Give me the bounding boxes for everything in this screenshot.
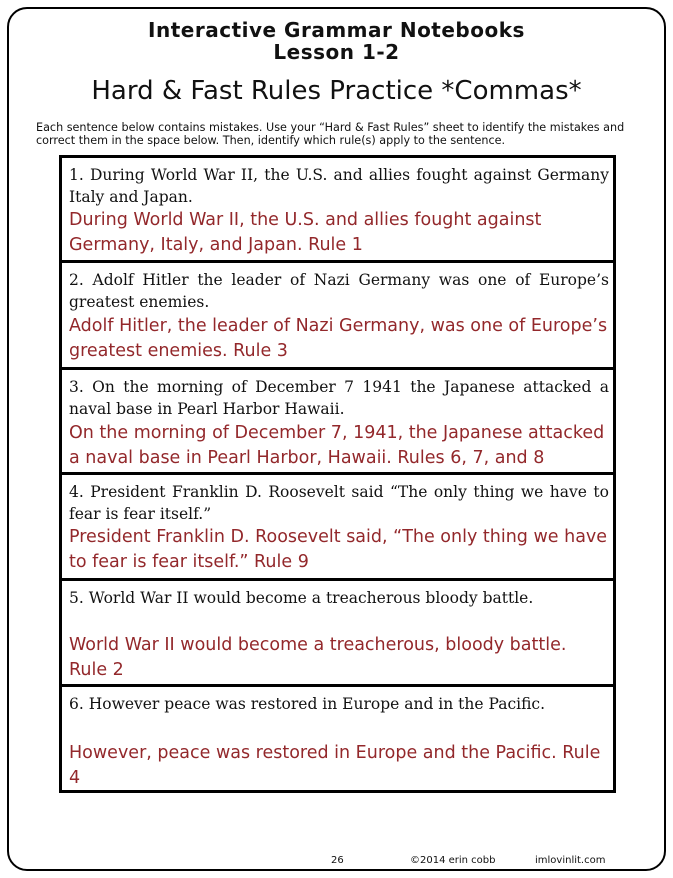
answer-5: World War II would become a treacherous, bloody battle. Rule 2 bbox=[69, 635, 567, 680]
copyright: ©2014 erin cobb bbox=[410, 855, 496, 866]
answer-6: However, peace was restored in Europe and the Pacific. Rule 4 bbox=[69, 743, 601, 788]
exercise-table bbox=[59, 155, 616, 793]
answer-3: On the morning of December 7, 1941, the Japanese attacked a naval base in Pearl Harbor, Hawaii. Rules 6, 7, and 8 bbox=[69, 423, 605, 468]
question-3: 3. On the morning of December 7 1941 the Japanese attacked a naval base in Pearl Harbor Hawaii. bbox=[69, 378, 609, 418]
instructions: Each sentence below contains mistakes. Use your “Hard & Fast Rules” sheet to identify the mistakes and correct them in the space below. Then, identify which rule(s) apply to the sentence. bbox=[36, 121, 625, 147]
question-6: 6. However peace was restored in Europe and in the Pacific. bbox=[69, 695, 546, 713]
exercise-row-1 bbox=[62, 158, 613, 263]
exercise-row-2 bbox=[62, 263, 613, 370]
website: imlovinlit.com bbox=[535, 855, 606, 866]
exercise-row-3 bbox=[62, 370, 613, 475]
worksheet-subtitle: Hard & Fast Rules Practice *Commas* bbox=[91, 76, 582, 106]
question-5: 5. World War II would become a treacherous bloody battle. bbox=[69, 589, 534, 607]
page-number: 26 bbox=[331, 855, 344, 866]
answer-4: President Franklin D. Roosevelt said, “The only thing we have to fear is fear itself.” Rule 9 bbox=[69, 527, 608, 572]
question-2: 2. Adolf Hitler the leader of Nazi Germany was one of Europe’s greatest enemies. bbox=[69, 271, 609, 311]
page-title: Interactive Grammar Notebooks bbox=[148, 18, 525, 42]
answer-2: Adolf Hitler, the leader of Nazi Germany, was one of Europe’s greatest enemies. Rule 3 bbox=[69, 316, 608, 361]
exercise-row-4 bbox=[62, 475, 613, 581]
lesson-label: Lesson 1-2 bbox=[273, 40, 400, 64]
exercise-row-5 bbox=[62, 581, 613, 687]
question-4: 4. President Franklin D. Roosevelt said “The only thing we have to fear is fear itself.” bbox=[69, 483, 609, 523]
question-1: 1. During World War II, the U.S. and allies fought against Germany Italy and Japan. bbox=[69, 166, 609, 206]
exercise-row-6 bbox=[62, 687, 613, 790]
answer-1: During World War II, the U.S. and allies fought against Germany, Italy, and Japan. Rule 1 bbox=[69, 210, 542, 255]
